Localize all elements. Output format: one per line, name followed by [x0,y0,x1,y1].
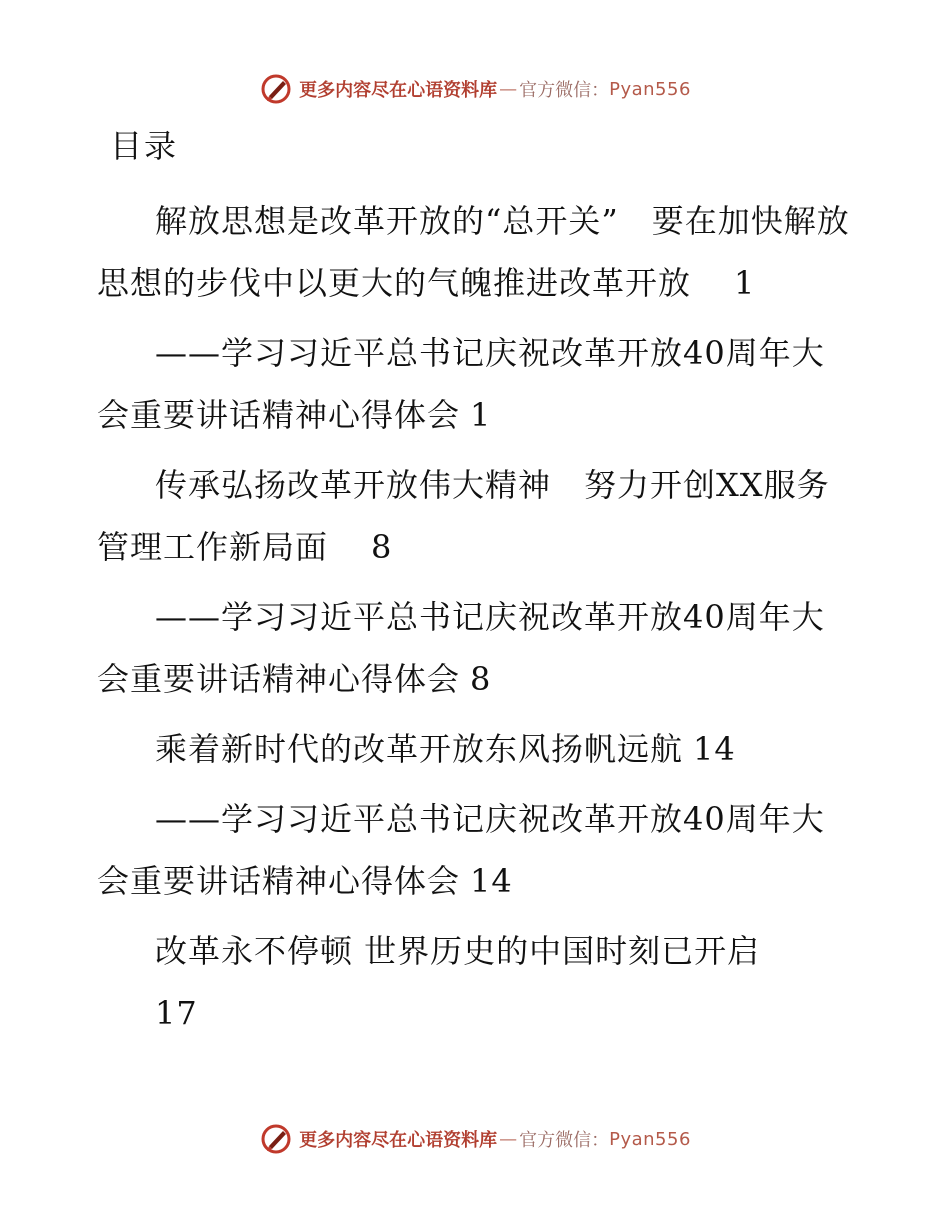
toc-entry-text: ——学习习近平总书记庆祝改革开放40周年大会重要讲话精神心得体会 [97,800,825,900]
header-watermark [0,72,950,106]
toc-entry-text: ——学习习近平总书记庆祝改革开放40周年大会重要讲话精神心得体会 [97,598,825,698]
toc-entry-page: 1 [470,396,492,434]
pen-logo-icon [259,72,293,106]
watermark-official-label: 官方微信： [519,80,610,101]
watermark-dash: — [499,1128,518,1150]
watermark-brand: 更多内容尽在心语资料库 [299,1130,498,1151]
toc-entry-page: 17 [155,994,198,1032]
watermark-wechat-id: Pyan556 [609,78,691,100]
watermark-official-label: 官方微信： [519,1130,610,1151]
toc-entry[interactable] [97,586,857,710]
toc-entry-text: 乘着新时代的改革开放东风扬帆远航 [155,730,684,768]
toc-entry-page: 14 [693,730,736,768]
toc-entry-page: 14 [470,862,513,900]
watermark-brand: 更多内容尽在心语资料库 [299,80,498,101]
toc-entry[interactable] [97,920,857,1044]
table-of-contents [97,190,857,1052]
toc-entry[interactable] [97,322,857,446]
toc-entry-text: 改革永不停顿 世界历史的中国时刻已开启 [155,932,761,970]
footer-watermark [0,1122,950,1156]
toc-entry-text: 解放思想是改革开放的“总开关” 要在加快解放思想的步伐中以更大的气魄推进改革开放 [97,202,850,302]
toc-title: 目录 [110,127,179,165]
toc-entry[interactable] [97,788,857,912]
watermark-wechat-id: Pyan556 [609,1128,691,1150]
toc-entry-text: 传承弘扬改革开放伟大精神 努力开创XX服务管理工作新局面 [97,466,830,566]
toc-entry-page: 1 [734,264,756,302]
toc-entry[interactable] [97,454,857,578]
watermark-dash: — [499,78,518,100]
toc-entry-page: 8 [470,660,492,698]
toc-entry[interactable] [97,718,857,780]
toc-entry-page: 8 [371,528,393,566]
toc-entry[interactable] [97,190,857,314]
toc-entry-text: ——学习习近平总书记庆祝改革开放40周年大会重要讲话精神心得体会 [97,334,825,434]
pen-logo-icon [259,1122,293,1156]
